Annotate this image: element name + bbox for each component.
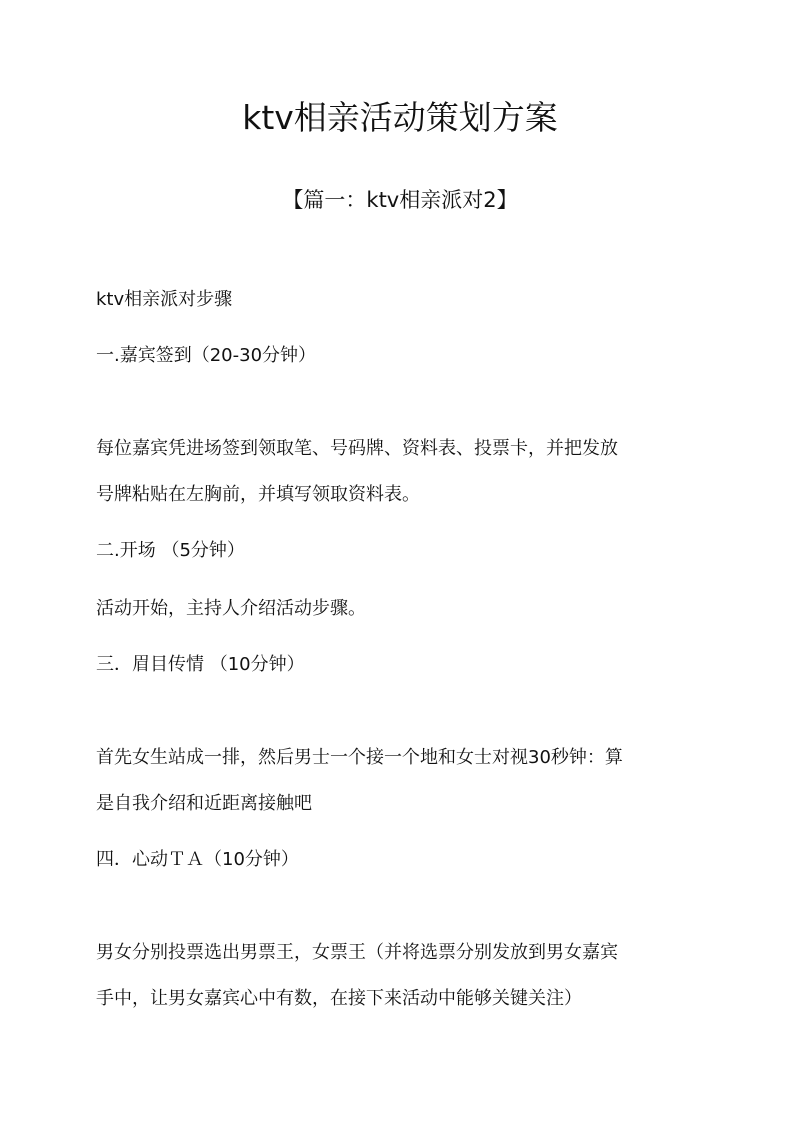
step-heading-1: 一.嘉宾签到（20-30分钟） [96, 345, 317, 366]
paragraph-line: 首先女生站成一排，然后男士一个接一个地和女士对视30秒钟：算 [96, 747, 623, 768]
section-heading: ktv相亲派对步骤 [96, 289, 233, 310]
step-heading-2: 二.开场 （5分钟） [96, 540, 245, 561]
paragraph-line: 男女分别投票选出男票王，女票王（并将选票分别发放到男女嘉宾 [96, 942, 618, 963]
paragraph-line: 手中，让男女嘉宾心中有数，在接下来活动中能够关键关注） [96, 988, 582, 1009]
document-subtitle: 【篇一：ktv相亲派对2】 [282, 188, 518, 212]
paragraph-line: 是自我介绍和近距离接触吧 [96, 793, 312, 814]
paragraph-line: 号牌粘贴在左胸前，并填写领取资料表。 [96, 484, 420, 505]
document-title: ktv相亲活动策划方案 [242, 98, 558, 137]
paragraph-line: 每位嘉宾凭进场签到领取笔、号码牌、资料表、投票卡，并把发放 [96, 438, 618, 459]
step-heading-3: 三．眉目传情 （10分钟） [96, 654, 305, 675]
step-heading-4: 四．心动ＴＡ（10分钟） [96, 849, 299, 870]
paragraph-line: 活动开始，主持人介绍活动步骤。 [96, 598, 366, 619]
